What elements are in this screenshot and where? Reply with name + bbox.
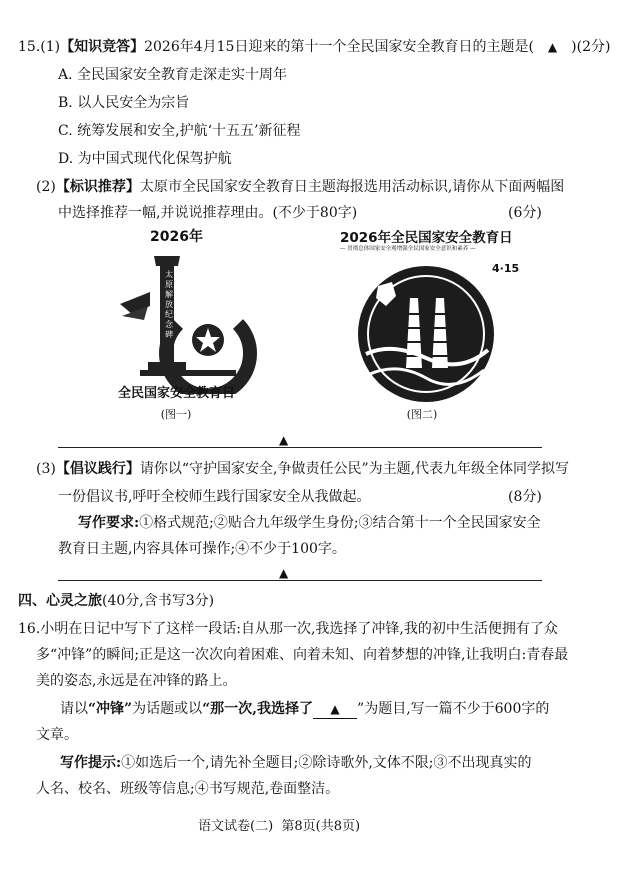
option-a: A. 全民国家安全教育走深走实十周年 (58, 67, 288, 83)
option-d: D. 为中国式现代化保驾护航 (58, 151, 232, 167)
q15-3-requirement-1: 写作要求:①格式规范;②贴合九年级学生身份;③结合第十一个全民国家安全 (78, 515, 541, 531)
answer-mark-2: ▲ (279, 433, 289, 447)
section-4-title: 四、心灵之旅(40分,含书写3分) (18, 593, 215, 609)
page-footer: 语文试卷(二) 第8页(共8页) (198, 819, 361, 834)
fig2-date: 4·15 (492, 262, 520, 275)
q15-3-line2: 一份倡议书,呼吁全校师生践行国家安全从我做起。 (58, 489, 371, 505)
fig1-year: 2026年 (150, 229, 203, 245)
q15-2-line1: (2)【标识推荐】太原市全民国家安全教育日主题海报选用活动标识,请你从下面两幅图 (36, 179, 565, 195)
q16-line1: 16.小明在日记中写下了这样一段话:自从那一次,我选择了冲锋,我的初中生活便拥有了众 (18, 621, 558, 637)
answer-line-2 (58, 447, 542, 448)
q16-tip-1: 写作提示:①如选后一个,请先补全题目;②除诗歌外,文体不限;③不出现真实的 (60, 755, 532, 771)
fig2-subtitle: — 贯彻总体国家安全观增强全民国家安全意识和素养 — (340, 246, 476, 252)
answer-line-3 (58, 580, 542, 581)
option-c: C. 统筹发展和安全,护航‘十五五’新征程 (58, 123, 301, 139)
q16-prompt: 请以“冲锋”为话题或以“那一次,我选择了 ▲ ”为题目,写一篇不少于600字的 (60, 701, 550, 717)
q16-line2: 多“冲锋”的瞬间;正是这一次次向着困难、向着未知、向着梦想的冲锋,让我明白:青春最 (36, 647, 569, 663)
fig2-caption: (图二) (406, 408, 438, 421)
q15-2-score: (6分) (508, 205, 542, 221)
fig1-caption: (图一) (160, 408, 192, 421)
q15-2-line2: 中选择推荐一幅,并说说推荐理由。(不少于80字) (58, 205, 358, 221)
option-b: B. 以人民安全为宗旨 (58, 95, 190, 111)
monument-vertical-text: 太 原 解 放 纪 念 碑 (165, 270, 173, 339)
answer-mark-3: ▲ (279, 566, 289, 580)
title-blank: ▲ (313, 700, 357, 719)
q16-prompt-line2: 文章。 (36, 727, 78, 743)
pagoda-emblem-icon (352, 258, 502, 408)
q15-3-line1: (3)【倡议践行】请你以“守护国家安全,争做责任公民”为主题,代表九年级全体同学拟写 (36, 461, 570, 477)
q15-3-score: (8分) (508, 489, 542, 505)
figure-2-logo (340, 226, 520, 396)
q15-3-requirement-2: 教育日主题,内容具体可操作;④不少于100字。 (58, 541, 346, 557)
monument-icon (110, 244, 260, 394)
answer-blank: ▲ (547, 40, 558, 54)
fig1-bottom-text: 全民国家安全教育日 (118, 386, 236, 401)
q16-tip-2: 人名、校名、班级等信息;④书写规范,卷面整洁。 (36, 781, 340, 797)
fig2-title: 2026年全民国家安全教育日 (340, 230, 513, 246)
q15-1-stem: 15.(1)【知识竞答】2026年4月15日迎来的第十一个全民国家安全教育日的主题是( ▲ )(2分) (18, 39, 611, 55)
q16-line3: 美的姿态,永远是在冲锋的路上。 (36, 673, 237, 689)
figure-1-logo (110, 226, 260, 401)
